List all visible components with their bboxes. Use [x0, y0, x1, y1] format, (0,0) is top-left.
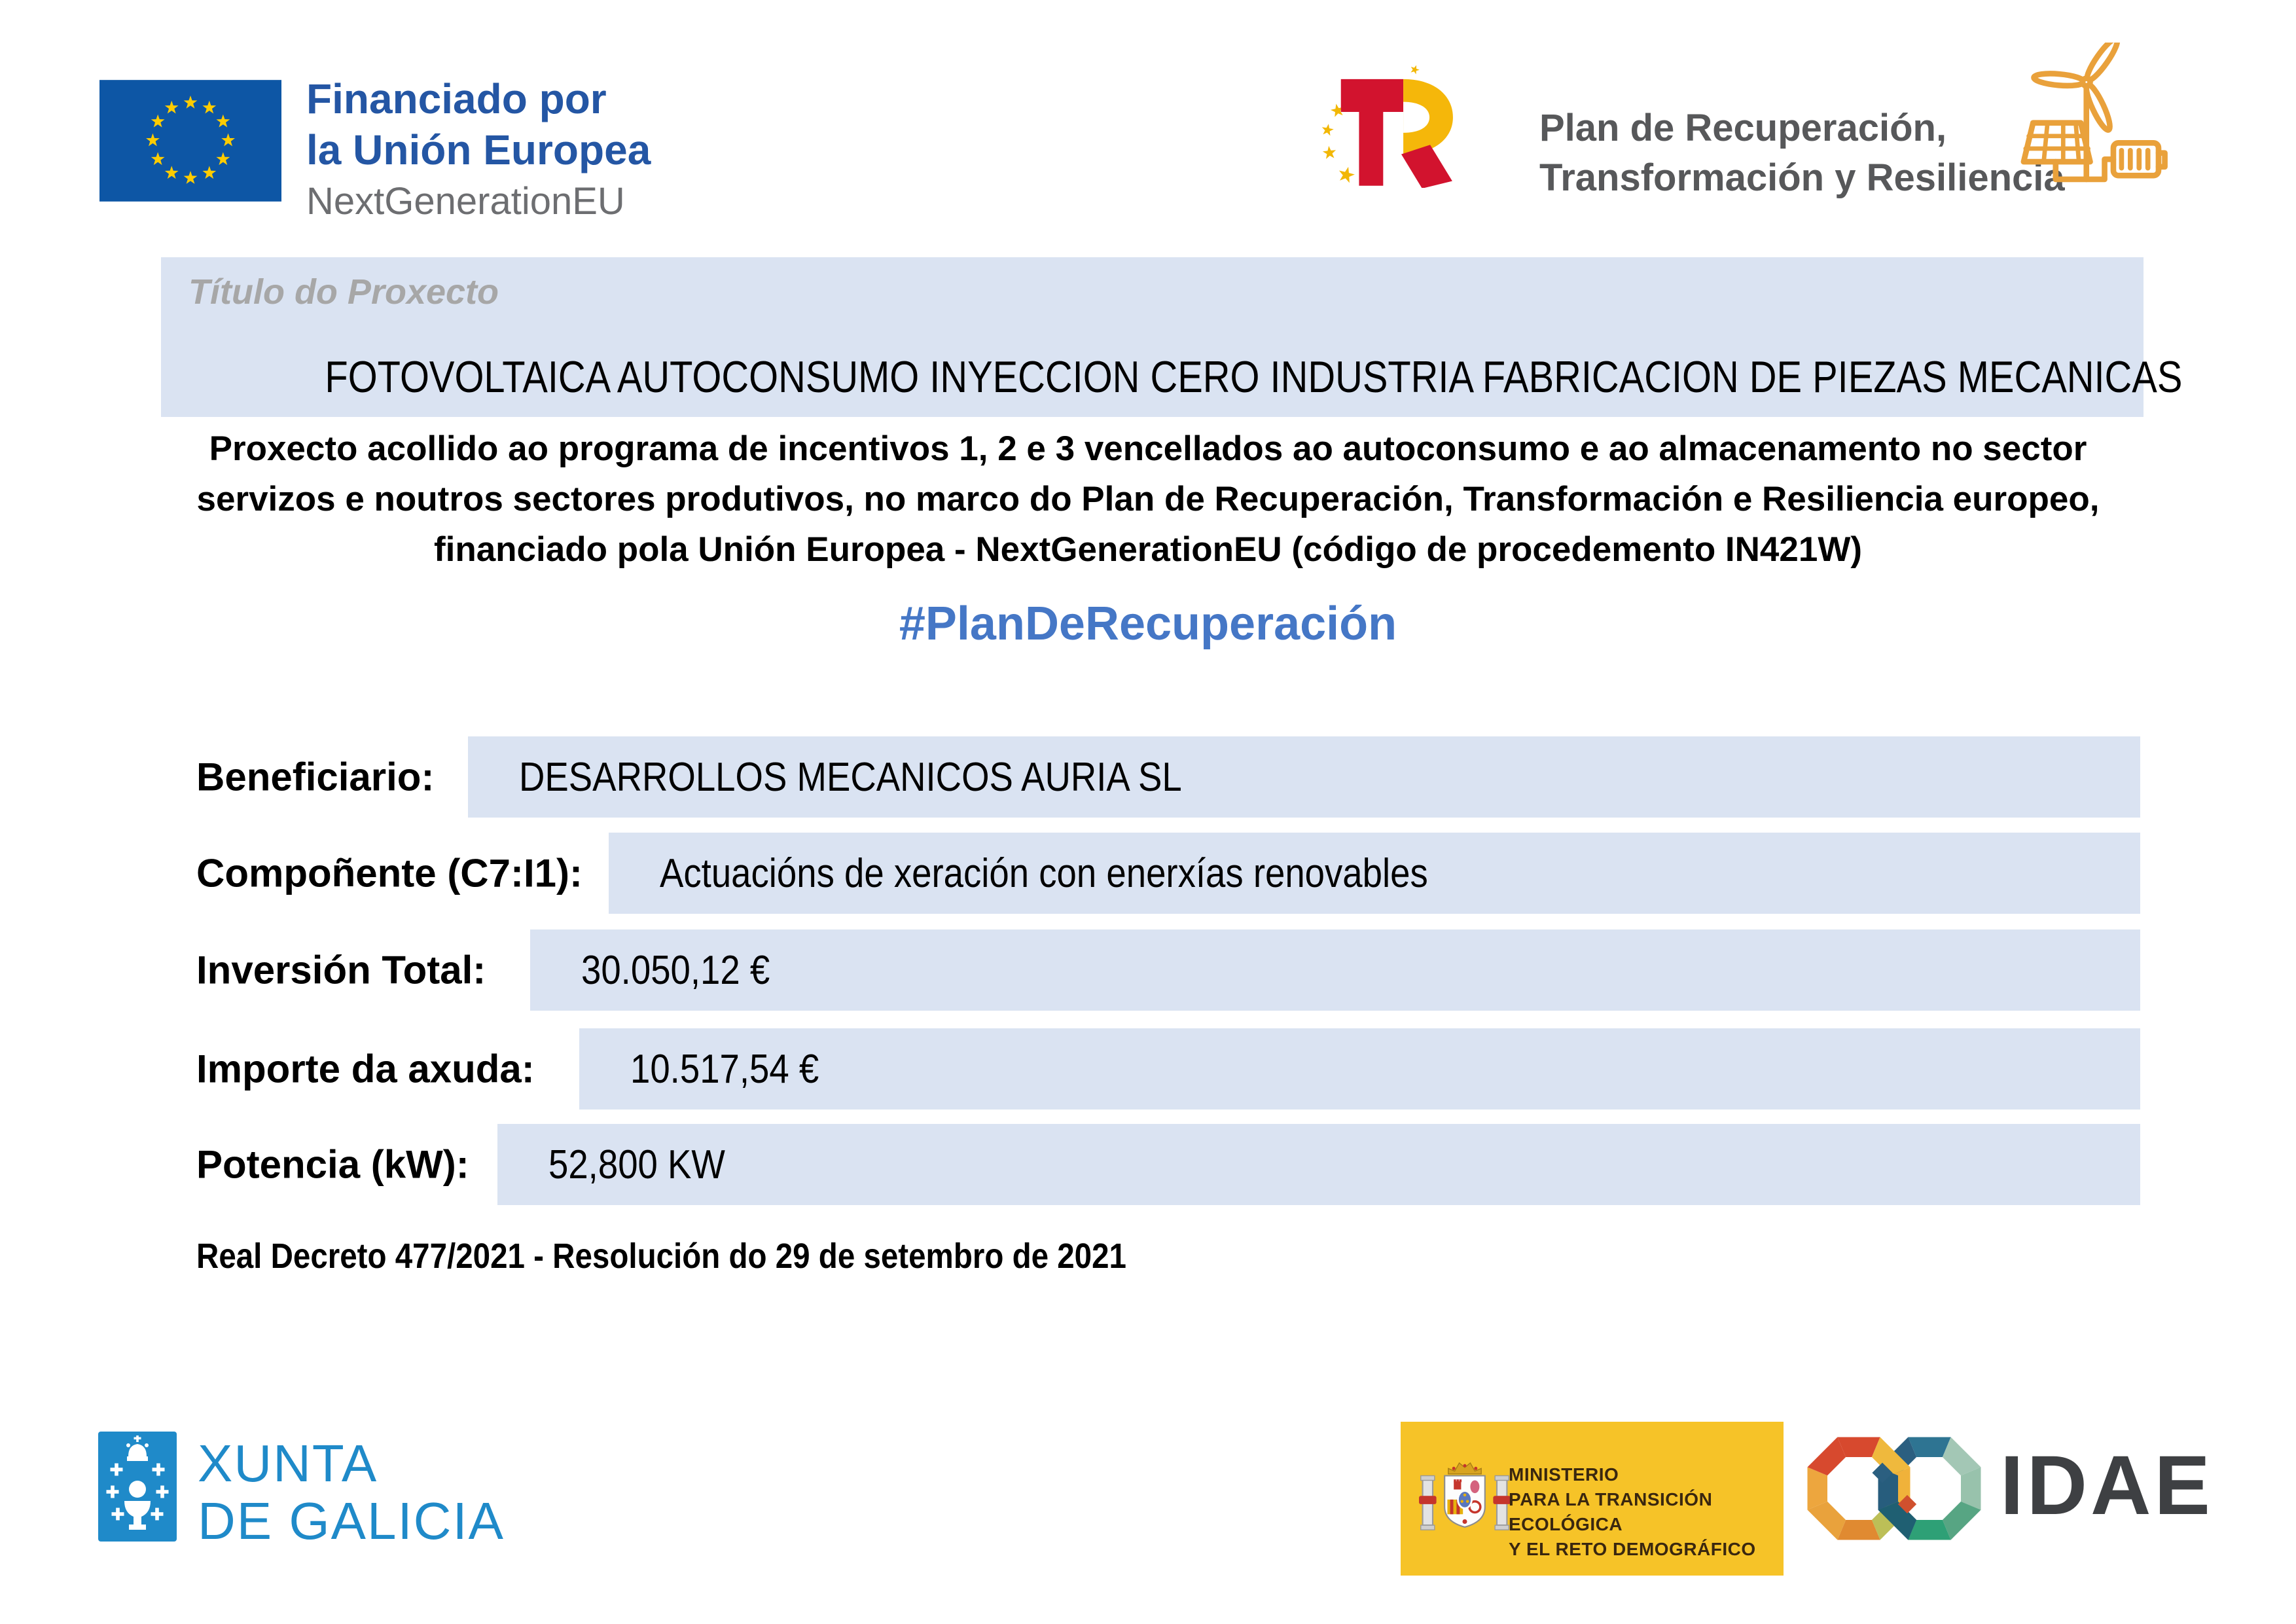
field-row-importe-axuda [0, 1028, 2296, 1110]
idae-rings-icon [1801, 1411, 1991, 1568]
spain-coat-of-arms-icon [1419, 1448, 1511, 1549]
field-label: Importe da axuda: [196, 1047, 535, 1091]
idae-wordmark: IDAE [2000, 1439, 2214, 1532]
eu-funding-text [306, 73, 651, 223]
field-label: Compoñente (C7:I1): [196, 851, 583, 895]
xunta-de-galicia-emblem-icon [98, 1431, 177, 1542]
field-value: Actuacións de xeración con enerxías renovables [660, 850, 1428, 896]
field-label: Potencia (kW): [196, 1142, 469, 1187]
field-label: Inversión Total: [196, 948, 486, 992]
project-description: Proxecto acollido ao programa de incentivos 1, 2 e 3 vencellados ao autoconsumo e ao almacenamento no sector servizos e noutros sectores produtivos, no marco do Plan de Recuperación, Transformación e Resiliencia europeo, financiado pola Unión Europea - NextGenerationEU (código de procedemento IN421W) [196, 429, 2100, 569]
ministerio-line2: PARA LA TRANSICIÓN ECOLÓGICA [1509, 1489, 1713, 1534]
prtr-title-text [1539, 103, 2065, 203]
ministerio-wordmark [1509, 1462, 1784, 1562]
field-value: 10.517,54 € [630, 1046, 819, 1092]
project-title-panel [161, 257, 2183, 417]
prtr-line1: Plan de Recuperación, [1539, 107, 1947, 149]
project-title: FOTOVOLTAICA AUTOCONSUMO INYECCION CERO INDUSTRIA FABRICACION DE PIEZAS MECANICAS [325, 352, 2183, 402]
prtr-line2: Transformación y Resiliencia [1539, 156, 2065, 199]
project-title-label: Título do Proxecto [188, 272, 499, 312]
field-label: Beneficiario: [196, 755, 435, 799]
field-value: DESARROLLOS MECANICOS AURIA SL [519, 754, 1182, 800]
ministerio-line1: MINISTERIO [1509, 1464, 1619, 1485]
field-row-componente [0, 833, 2296, 914]
field-row-potencia [0, 1124, 2296, 1205]
field-row-beneficiario [0, 736, 2296, 818]
renewable-energy-icon [2019, 43, 2176, 209]
eu-flag-icon [99, 80, 281, 202]
hashtag-plan-de-recuperacion: #PlanDeRecuperación [899, 598, 1397, 650]
xunta-de-galicia-wordmark [198, 1435, 505, 1550]
field-value-box [468, 736, 2140, 818]
field-row-inversion-total [0, 929, 2296, 1011]
field-value: 52,800 KW [548, 1142, 725, 1187]
field-value-box [497, 1124, 2140, 1205]
xunta-line1: XUNTA [198, 1434, 378, 1492]
nextgeneration-eu-label: NextGenerationEU [306, 180, 625, 223]
ministerio-logo-panel [1401, 1422, 1784, 1576]
eu-funding-line1: Financiado por [306, 75, 607, 122]
prtr-tr-monogram-icon [1321, 60, 1455, 188]
field-value-box [579, 1028, 2140, 1110]
field-value: 30.050,12 € [581, 947, 770, 993]
eu-funding-line2: la Unión Europea [306, 126, 651, 173]
field-value-box [609, 833, 2140, 914]
ministerio-line3: Y EL RETO DEMOGRÁFICO [1509, 1539, 1756, 1559]
field-value-box [530, 929, 2140, 1011]
legal-footnote: Real Decreto 477/2021 - Resolución do 29 de setembro de 2021 [196, 1236, 1126, 1276]
xunta-line2: DE GALICIA [198, 1492, 505, 1550]
